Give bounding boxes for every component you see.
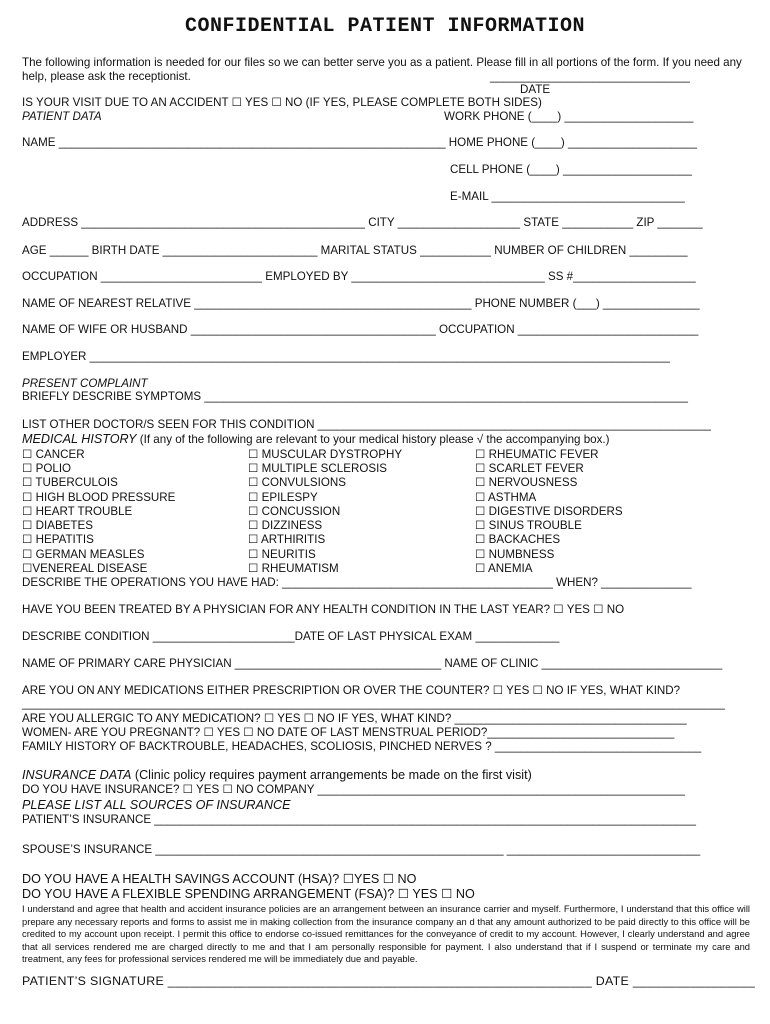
medications-question[interactable]: ARE YOU ON ANY MEDICATIONS EITHER PRESCRIPTION OR OVER THE COUNTER? ☐ YES ☐ NO IF YES, WHAT KIND? [22,684,681,697]
condition-checkbox[interactable]: ☐ HEPATITIS [22,533,94,546]
condition-checkbox[interactable]: ☐ SINUS TROUBLE [475,519,582,532]
condition-checkbox[interactable]: ☐ NERVOUSNESS [475,476,578,489]
date-label: DATE [520,83,551,96]
primary-care-field[interactable]: NAME OF PRIMARY CARE PHYSICIAN ________________________________ NAME OF CLINIC ____________________________ [22,657,723,670]
condition-checkbox[interactable]: ☐ DIGESTIVE DISORDERS [475,505,623,518]
nearest-relative-field[interactable]: NAME OF NEAREST RELATIVE ___________________________________________ PHONE NUMBER (___) _______________ [22,297,700,310]
consent-paragraph: I understand and agree that health and accident insurance policies are an arrangement between an insurance carrier and myself. Furthermore, I understand that this office will prepare any necessary reports and forms to assist me in making collection from the insurance company an d that any amount authorized to be paid directly to this office will be credited to my account upon receipt. I permit this office to endorse co-issued remittances for the conveyance of credit to my account. However, I clearly understand and agree that all services rendered me are charged directly to me and that I am personally responsible for payment. I also understand that if I suspend or terminate my care and treatment, any fees for professional services rendered me will be immediately due and payable. [22,903,750,964]
family-history-question[interactable]: FAMILY HISTORY OF BACKTROUBLE, HEADACHES, SCOLIOSIS, PINCHED NERVES ? ________________________________ [22,740,702,753]
insurance-note: (Clinic policy requires payment arrangements be made on the first visit) [131,768,532,782]
accident-question[interactable]: IS YOUR VISIT DUE TO AN ACCIDENT ☐ YES ☐ NO (IF YES, PLEASE COMPLETE BOTH SIDES) [22,96,542,109]
have-insurance-question[interactable]: DO YOU HAVE INSURANCE? ☐ YES ☐ NO COMPANY _________________________________________________________ [22,783,685,796]
other-doctors-field[interactable]: LIST OTHER DOCTOR/S SEEN FOR THIS CONDITION _____________________________________________________________ [22,418,711,431]
employer-field[interactable]: EMPLOYER __________________________________________________________________________________________ [22,350,670,363]
condition-checkbox[interactable]: ☐ ASTHMA [475,491,537,504]
address-field[interactable]: ADDRESS ____________________________________________ CITY ___________________ STATE ___________ ZIP _______ [22,216,703,229]
condition-checkbox[interactable]: ☐ DIABETES [22,519,93,532]
patient-data-heading: PATIENT DATA [22,110,102,123]
condition-checkbox[interactable]: ☐ NEURITIS [248,548,316,561]
medical-history-header [22,432,609,447]
allergic-question[interactable]: ARE YOU ALLERGIC TO ANY MEDICATION? ☐ YES ☐ NO IF YES, WHAT KIND? ____________________________________ [22,712,687,725]
treated-question[interactable]: HAVE YOU BEEN TREATED BY A PHYSICIAN FOR ANY HEALTH CONDITION IN THE LAST YEAR? ☐ YES ☐ NO [22,603,625,616]
operations-field[interactable]: DESCRIBE THE OPERATIONS YOU HAVE HAD: __________________________________________ WHEN? ______________ [22,576,692,589]
age-field[interactable]: AGE ______ BIRTH DATE ________________________ MARITAL STATUS ___________ NUMBER OF CHILDREN _________ [22,244,688,257]
condition-checkbox[interactable]: ☐ GERMAN MEASLES [22,548,145,561]
condition-checkbox[interactable]: ☐ MUSCULAR DYSTROPHY [248,448,403,461]
fsa-question[interactable]: DO YOU HAVE A FLEXIBLE SPENDING ARRANGEMENT (FSA)? ☐ YES ☐ NO [22,887,475,901]
symptoms-field[interactable]: BRIEFLY DESCRIBE SYMPTOMS ___________________________________________________________________________ [22,390,688,403]
form-title: CONFIDENTIAL PATIENT INFORMATION [184,15,586,38]
condition-checkbox[interactable]: ☐ ARTHIRITIS [248,533,326,546]
email-field[interactable]: E-MAIL ______________________________ [450,190,685,203]
intro-text: The following information is needed for our files so we can better serve you as a patient. Please fill in all portions of the form. If you need any help, please ask the receptionist. [22,56,742,83]
medications-blank[interactable]: _____________________________________________________________________________________________________________ [22,697,725,710]
list-insurance-heading: PLEASE LIST ALL SOURCES OF INSURANCE [22,798,291,812]
condition-checkbox[interactable]: ☐ NUMBNESS [475,548,555,561]
work-phone-field[interactable]: WORK PHONE (____) ____________________ [444,110,694,123]
insurance-header [22,768,532,783]
condition-checkbox[interactable]: ☐ MULTIPLE SCLEROSIS [248,462,388,475]
condition-checkbox[interactable]: ☐ RHEUMATISM [248,562,339,575]
condition-checkbox[interactable]: ☐ POLIO [22,462,72,475]
occupation-field[interactable]: OCCUPATION _________________________ EMPLOYED BY ______________________________ SS #___________________ [22,270,696,283]
condition-checkbox[interactable]: ☐ ANEMIA [475,562,533,575]
date-line[interactable]: _______________________________ [490,70,690,83]
condition-checkbox[interactable]: ☐ HEART TROUBLE [22,505,133,518]
condition-checkbox[interactable]: ☐ BACKACHES [475,533,561,546]
signature-field[interactable]: PATIENT’S SIGNATURE ___________________________________________________________ DATE _________________ [22,974,756,988]
condition-checkbox[interactable]: ☐ TUBERCULOIS [22,476,118,489]
condition-checkbox[interactable]: ☐ SCARLET FEVER [475,462,584,475]
condition-checkbox[interactable]: ☐ CONCUSSION [248,505,341,518]
patient-insurance-field[interactable]: PATIENT’S INSURANCE ____________________________________________________________________________________ [22,813,696,826]
condition-checkbox[interactable]: ☐ DIZZINESS [248,519,323,532]
medical-history-note: (If any of the following are relevant to your medical history please √ the accompanying box.) [136,433,610,446]
cell-phone-field[interactable]: CELL PHONE (____) ____________________ [450,163,692,176]
pregnant-question[interactable]: WOMEN- ARE YOU PREGNANT? ☐ YES ☐ NO DATE OF LAST MENSTRUAL PERIOD?_____________________________ [22,726,675,739]
name-field[interactable]: NAME ____________________________________________________________ HOME PHONE (____) ____________________ [22,136,697,149]
condition-checkbox[interactable]: ☐ RHEUMATIC FEVER [475,448,599,461]
condition-checkbox[interactable]: ☐ CANCER [22,448,85,461]
spouse-field[interactable]: NAME OF WIFE OR HUSBAND ______________________________________ OCCUPATION ____________________________ [22,323,699,336]
condition-checkbox[interactable]: ☐VENEREAL DISEASE [22,562,148,575]
condition-field[interactable]: DESCRIBE CONDITION ______________________DATE OF LAST PHYSICAL EXAM _____________ [22,630,560,643]
medical-history-heading: MEDICAL HISTORY [22,432,137,446]
condition-checkbox[interactable]: ☐ HIGH BLOOD PRESSURE [22,491,176,504]
insurance-heading: INSURANCE DATA [22,768,132,782]
condition-checkbox[interactable]: ☐ CONVULSIONS [248,476,347,489]
present-complaint-heading: PRESENT COMPLAINT [22,377,148,390]
spouse-insurance-field[interactable]: SPOUSE’S INSURANCE ______________________________________________________ ______________________________ [22,843,701,856]
condition-checkbox[interactable]: ☐ EPILESPY [248,491,318,504]
hsa-question[interactable]: DO YOU HAVE A HEALTH SAVINGS ACCOUNT (HSA)? ☐YES ☐ NO [22,872,417,886]
